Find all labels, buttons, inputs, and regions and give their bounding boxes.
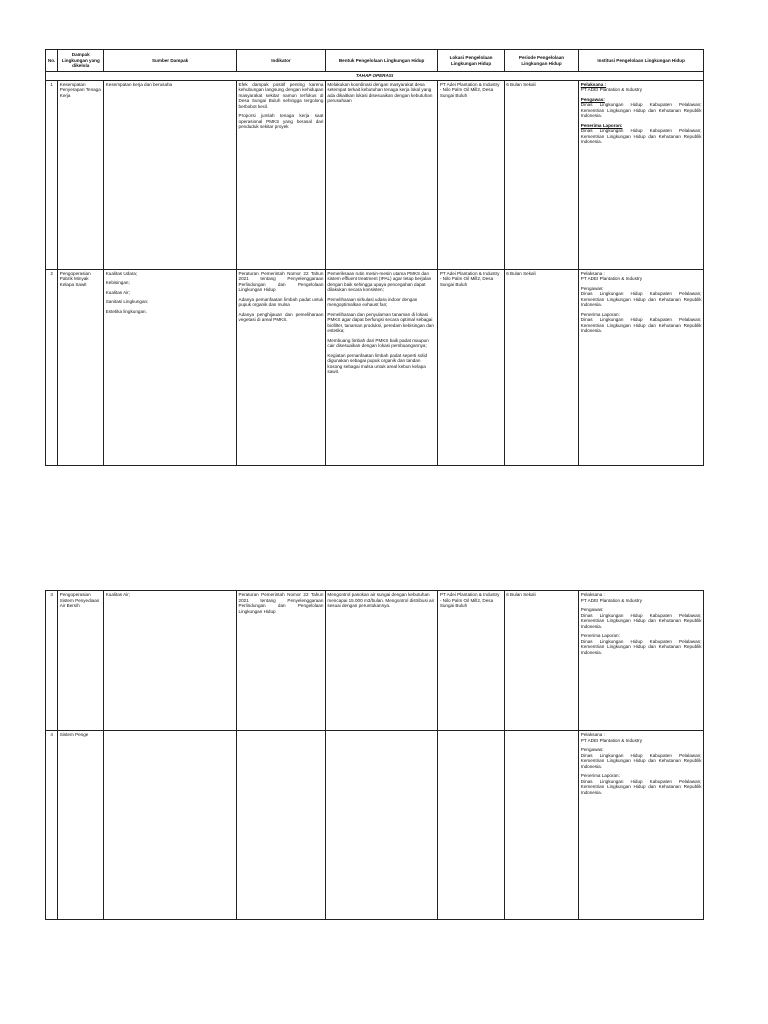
periode-cell: 6 Bulan Sekali bbox=[504, 80, 579, 269]
indikator-paragraph: Adanya pemanfaatan limbah padat untuk pupuk organik dan mulsa bbox=[238, 296, 324, 307]
bentuk-cell bbox=[325, 80, 437, 269]
institusi-cell bbox=[579, 731, 704, 920]
bentuk-cell bbox=[325, 269, 437, 465]
indikator-cell bbox=[237, 591, 326, 731]
penerima-label: Penerima Laporan: bbox=[580, 311, 620, 317]
sumber-item: Estetika lingkungan. bbox=[105, 308, 147, 314]
sumber-cell bbox=[104, 731, 237, 920]
lokasi-cell: PT Adei Plantation & Industry - Nilo Palm Oil Mill2, Desa Sungai Buluh bbox=[438, 269, 504, 465]
bentuk-cell bbox=[325, 591, 437, 731]
pengawas-label: Pengawas: bbox=[580, 607, 604, 612]
rkl-table-page-2 bbox=[45, 590, 704, 920]
pelaksana-value: PT ADEI Plantation & Industry bbox=[580, 87, 642, 92]
indikator-cell bbox=[237, 269, 326, 465]
header-periode: Periode Pengelolaan Lingkungan Hidup bbox=[504, 50, 579, 72]
periode-cell: 6 Bulan Sekali bbox=[504, 591, 579, 731]
penerima-label: Penerima Laporan: bbox=[580, 633, 620, 638]
table-row bbox=[46, 591, 704, 731]
pengawas-label: Pengawas: bbox=[580, 747, 604, 752]
table-row bbox=[46, 80, 704, 269]
sumber-item: Kebisingan; bbox=[105, 280, 130, 285]
pelaksana-value: PT ADEI Plantation & Industry bbox=[580, 737, 642, 743]
table-row bbox=[46, 269, 704, 465]
bentuk-paragraph: Pemeliharaan dan penyulaman tanaman di lokasi PMKS agar dapat berfungsi secara optimal sebagai biofilter, tanaman produksi, peredam kebisingan dan estetika; bbox=[327, 311, 434, 333]
pengawas-value: Dinas Lingkungan Hidup Kabupaten Pelalawan; Kementrian Lingkungan Hidup dan Kehutanan Republik Indonesia. bbox=[580, 102, 702, 118]
indikator-cell bbox=[237, 80, 326, 269]
header-institusi: Institusi Pengelolaan Lingkungan Hidup bbox=[579, 50, 704, 72]
dampak-cell: Pengoperasian Pabrik Minyak Kelapa Sawit bbox=[58, 269, 104, 465]
phase-label: TAHAP OPERASI bbox=[46, 72, 704, 81]
pelaksana-label: Pelaksana : bbox=[580, 81, 607, 87]
institusi-cell bbox=[579, 591, 704, 731]
bentuk-paragraph: Pemeriksaan rutin mesin-mesin utama PMKS dan sistem effluent treatment (IPAL) agar tetap berjalan dengan baik sehingga upaya pencegahan dapat dilakukan secara konsisten; bbox=[327, 270, 432, 292]
institusi-cell bbox=[579, 269, 704, 465]
sumber-item: Sanitasi Lingkungan: bbox=[105, 299, 149, 304]
penerima-value: Dinas Lingkungan Hidup Kabupaten Pelalawan; Kementrian Lingkungan Hidup dan Kehutanan Republik Indonesia. bbox=[580, 638, 702, 655]
sumber-item: Kualitas Air; bbox=[105, 592, 130, 597]
indikator-paragraph: Peraturan Pemerintah Nomor 22 Tahun 2021 tentang Penyelenggaraan Perlindungan dan Pengelolaan Lingkungan Hidup bbox=[238, 270, 324, 292]
header-indikator: Indikator bbox=[237, 50, 326, 72]
pelaksana-label: Pelaksana : bbox=[580, 732, 605, 737]
rkl-table-page-1 bbox=[45, 49, 704, 466]
dampak-cell: Kesempatan Penyerapan Tenaga Kerja bbox=[58, 80, 104, 269]
bentuk-paragraph: Kegiatan pemanfaatan limbah padat seperti solid digunakan sebagai pupuk organik dan tandan kosong sebagai mulsa untuk areal kebun kelapa sawit. bbox=[327, 352, 428, 374]
lokasi-cell: PT Adei Plantation & Industry - Nilo Palm Oil Mill2, Desa Sungai Buluh bbox=[438, 591, 504, 731]
pengawas-value: Dinas Lingkungan Hidup Kabupaten Pelalawan; Kementrian Lingkungan Hidup dan Kehutanan Republik Indonesia. bbox=[580, 612, 702, 629]
penerima-value: Dinas Lingkungan Hidup Kabupaten Pelalawan; Kementrian Lingkungan Hidup dan Kehutanan Republik Indonesia. bbox=[580, 128, 702, 144]
sumber-cell bbox=[104, 591, 237, 731]
periode-cell: 6 Bulan Sekali bbox=[504, 269, 579, 465]
pengawas-value: Dinas Lingkungan Hidup Kabupaten Pelalawan; Kementrian Lingkungan Hidup dan Kehutanan Republik Indonesia. bbox=[580, 291, 702, 307]
sumber-item: Kualitas Air; bbox=[105, 289, 130, 295]
penerima-value: Dinas Lingkungan Hidup Kabupaten Pelalawan; Kementrian Lingkungan Hidup dan Kehutanan Republik Indonesia. bbox=[580, 778, 702, 795]
bentuk-paragraph: Melakukan koordinasi dengan masyarakat desa setempat terkait kebutuhan tenaga kerja lokal yang ada dikaitkan lokasi disesuaikan dengan kebutuhan perusahaan bbox=[327, 81, 433, 103]
sumber-cell bbox=[104, 269, 237, 465]
header-dampak: Dampak Lingkungan yang dikelola bbox=[58, 50, 104, 72]
phase-row bbox=[46, 72, 704, 81]
pelaksana-value: PT ADEI Plantation & Industry bbox=[580, 276, 642, 281]
dampak-cell: Sistem Penge bbox=[58, 731, 104, 920]
sumber-item: Kualitas Udara; bbox=[105, 270, 138, 276]
row-number: 4 bbox=[46, 731, 58, 920]
pengawas-value: Dinas Lingkungan Hidup Kabupaten Pelalawan; Kementrian Lingkungan Hidup dan Kehutanan Republik Indonesia. bbox=[580, 752, 702, 769]
penerima-value: Dinas Lingkungan Hidup Kabupaten Pelalawan; Kementrian Lingkungan Hidup dan Kehutanan Republik Indonesia. bbox=[580, 317, 702, 333]
row-number: 3 bbox=[46, 591, 58, 731]
bentuk-paragraph: Mengontrol pasokan air sungai dengan kebutuhan mencapai 15.000 m3/bulan. Mengontrol distribusi air sesuai dengan peruntukannya. bbox=[327, 592, 435, 608]
penerima-label: Penerima Laporan: bbox=[580, 773, 620, 778]
table-row bbox=[46, 731, 704, 920]
header-bentuk: Bentuk Pengelolaan Lingkungan Hidup bbox=[325, 50, 437, 72]
row-number: 1 bbox=[46, 80, 58, 269]
row-number: 2 bbox=[46, 269, 58, 465]
indikator-paragraph: Proporsi jumlah tenaga kerja saat operasional PMKS yang berasal dari penduduk sekitar proyek bbox=[238, 113, 324, 129]
header-sumber: Sumber Dampak bbox=[104, 50, 237, 72]
indikator-paragraph: Efek dampak positif penting karena kehubungan langsung dengan kehidupan masyarakat sekitar namun terfokus di Desa Sungai Buluh sehingga tergolong berbobot kecil. bbox=[238, 81, 324, 109]
header-no: No. bbox=[46, 50, 58, 72]
header-lokasi: Lokasi Pengelolaan Lingkungan Hidup bbox=[438, 50, 504, 72]
indikator-paragraph: Adanya penghijauan dan pemeliharaan vegetasi di areal PMKS. bbox=[238, 311, 324, 322]
bentuk-cell bbox=[325, 731, 437, 920]
table-header-row bbox=[46, 50, 704, 72]
pelaksana-label: Pelaksana : bbox=[580, 270, 605, 276]
periode-cell bbox=[504, 731, 579, 920]
pelaksana-value: PT ADEI Plantation & Industry bbox=[580, 597, 642, 603]
pengawas-label: Pengawas: bbox=[580, 285, 604, 291]
bentuk-paragraph: Pemeliharaan sirkulasi udara indoor dengan mengoptimalkan exhaust fan; bbox=[327, 296, 418, 307]
pelaksana-label: Pelaksana : bbox=[580, 592, 605, 597]
dampak-cell: Pengoperasian Sistem Penyediaan Air Bersih bbox=[58, 591, 104, 731]
sumber-cell: Kesempatan kerja dan berusaha bbox=[104, 80, 237, 269]
institusi-cell bbox=[579, 80, 704, 269]
lokasi-cell: PT Adei Plantation & Industry - Nilo Palm Oil Mill2, Desa Sungai Buluh bbox=[438, 80, 504, 269]
indikator-cell bbox=[237, 731, 326, 920]
penerima-label: Penerima Laporan: bbox=[580, 122, 623, 128]
bentuk-paragraph: Membuang limbah dari PMKS baik padat maupun cair disesuaikan dengan lokasi pembuangannya; bbox=[327, 337, 429, 348]
pengawas-label: Pengawas: bbox=[580, 96, 605, 102]
lokasi-cell bbox=[438, 731, 504, 920]
indikator-paragraph: Peraturan Pemerintah Nomor 22 Tahun 2021 tentang Penyelenggaraan Perlindungan dan Pengelolaan Lingkungan Hidup bbox=[238, 592, 324, 614]
